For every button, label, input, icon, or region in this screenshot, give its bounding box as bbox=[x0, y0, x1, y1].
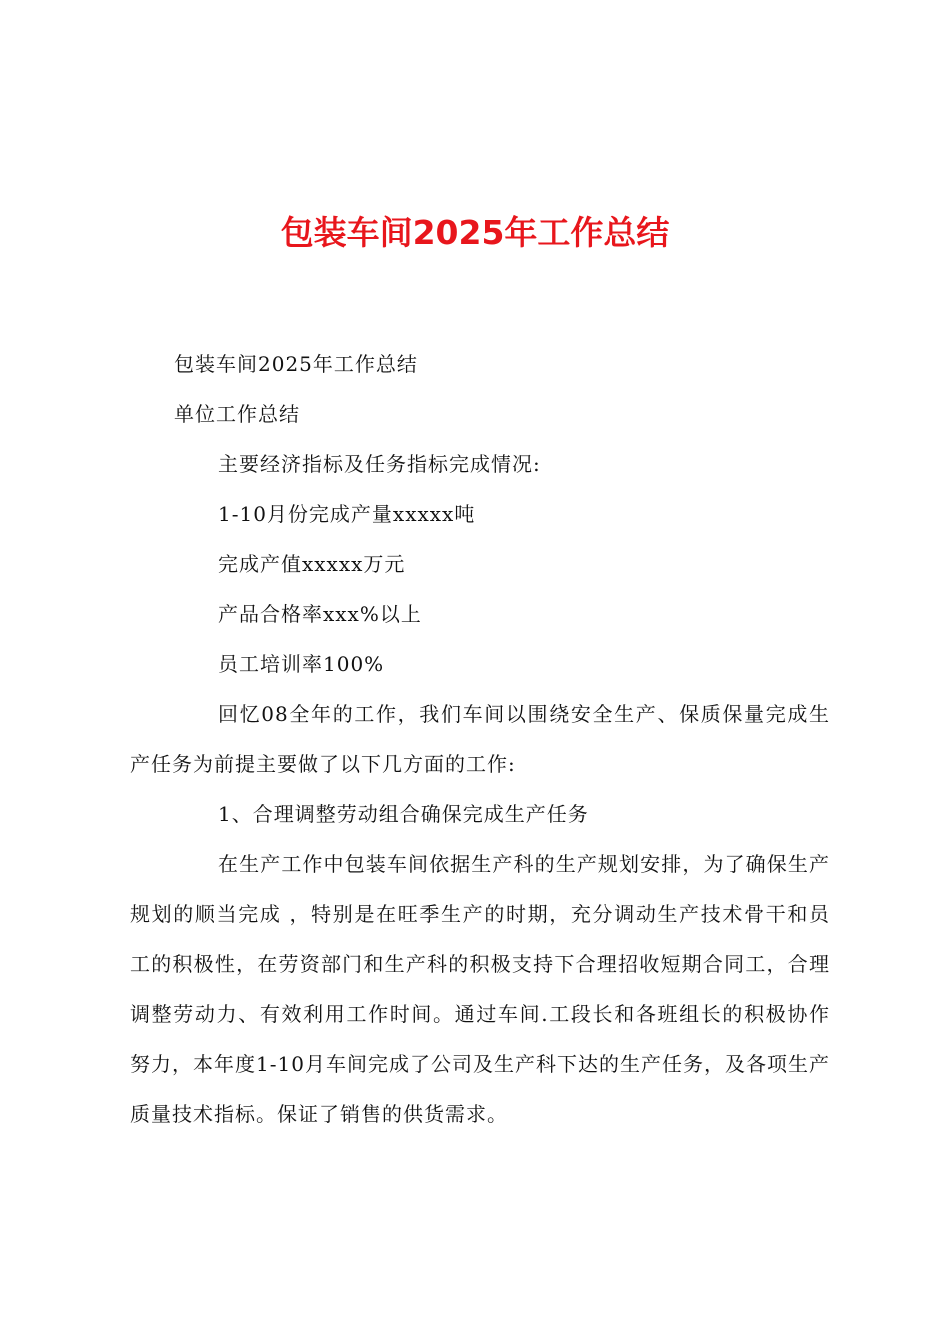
indicator-pass-rate: 产品合格率xxx%以上 bbox=[218, 602, 422, 626]
indicator-value: 完成产值xxxxx万元 bbox=[218, 552, 406, 576]
section-1-heading: 1、合理调整劳动组合确保完成生产任务 bbox=[218, 802, 589, 826]
section-1-paragraph: 在生产工作中包装车间依据生产科的生产规划安排，为了确保生产规划的顺当完成 ，特别是在旺季生产的时期，充分调动生产技术骨干和员工的积极性，在劳资部门和生产科的积极支持下合理招收短期合同工，合理调整劳动力、有效利用工作时间。通过车间.工段长和各班组长的积极协作努力，本年度1-10月车间完成了公司及生产科下达的生产任务，及各项生产质量技术指标。保证了销售的供货需求。 bbox=[130, 852, 830, 1126]
indicator-training-rate: 员工培训率100% bbox=[218, 652, 385, 676]
intro-paragraph: 回忆08全年的工作，我们车间以围绕安全生产、保质保量完成生产任务为前提主要做了以下几方面的工作: bbox=[130, 702, 830, 776]
document-title: 包装车间2025年工作总结 bbox=[280, 213, 670, 252]
indicator-output: 1-10月份完成产量xxxxx吨 bbox=[218, 502, 476, 526]
document-subtitle: 包装车间2025年工作总结 bbox=[174, 352, 418, 376]
document-category: 单位工作总结 bbox=[174, 402, 300, 426]
indicators-heading: 主要经济指标及任务指标完成情况: bbox=[218, 452, 541, 476]
